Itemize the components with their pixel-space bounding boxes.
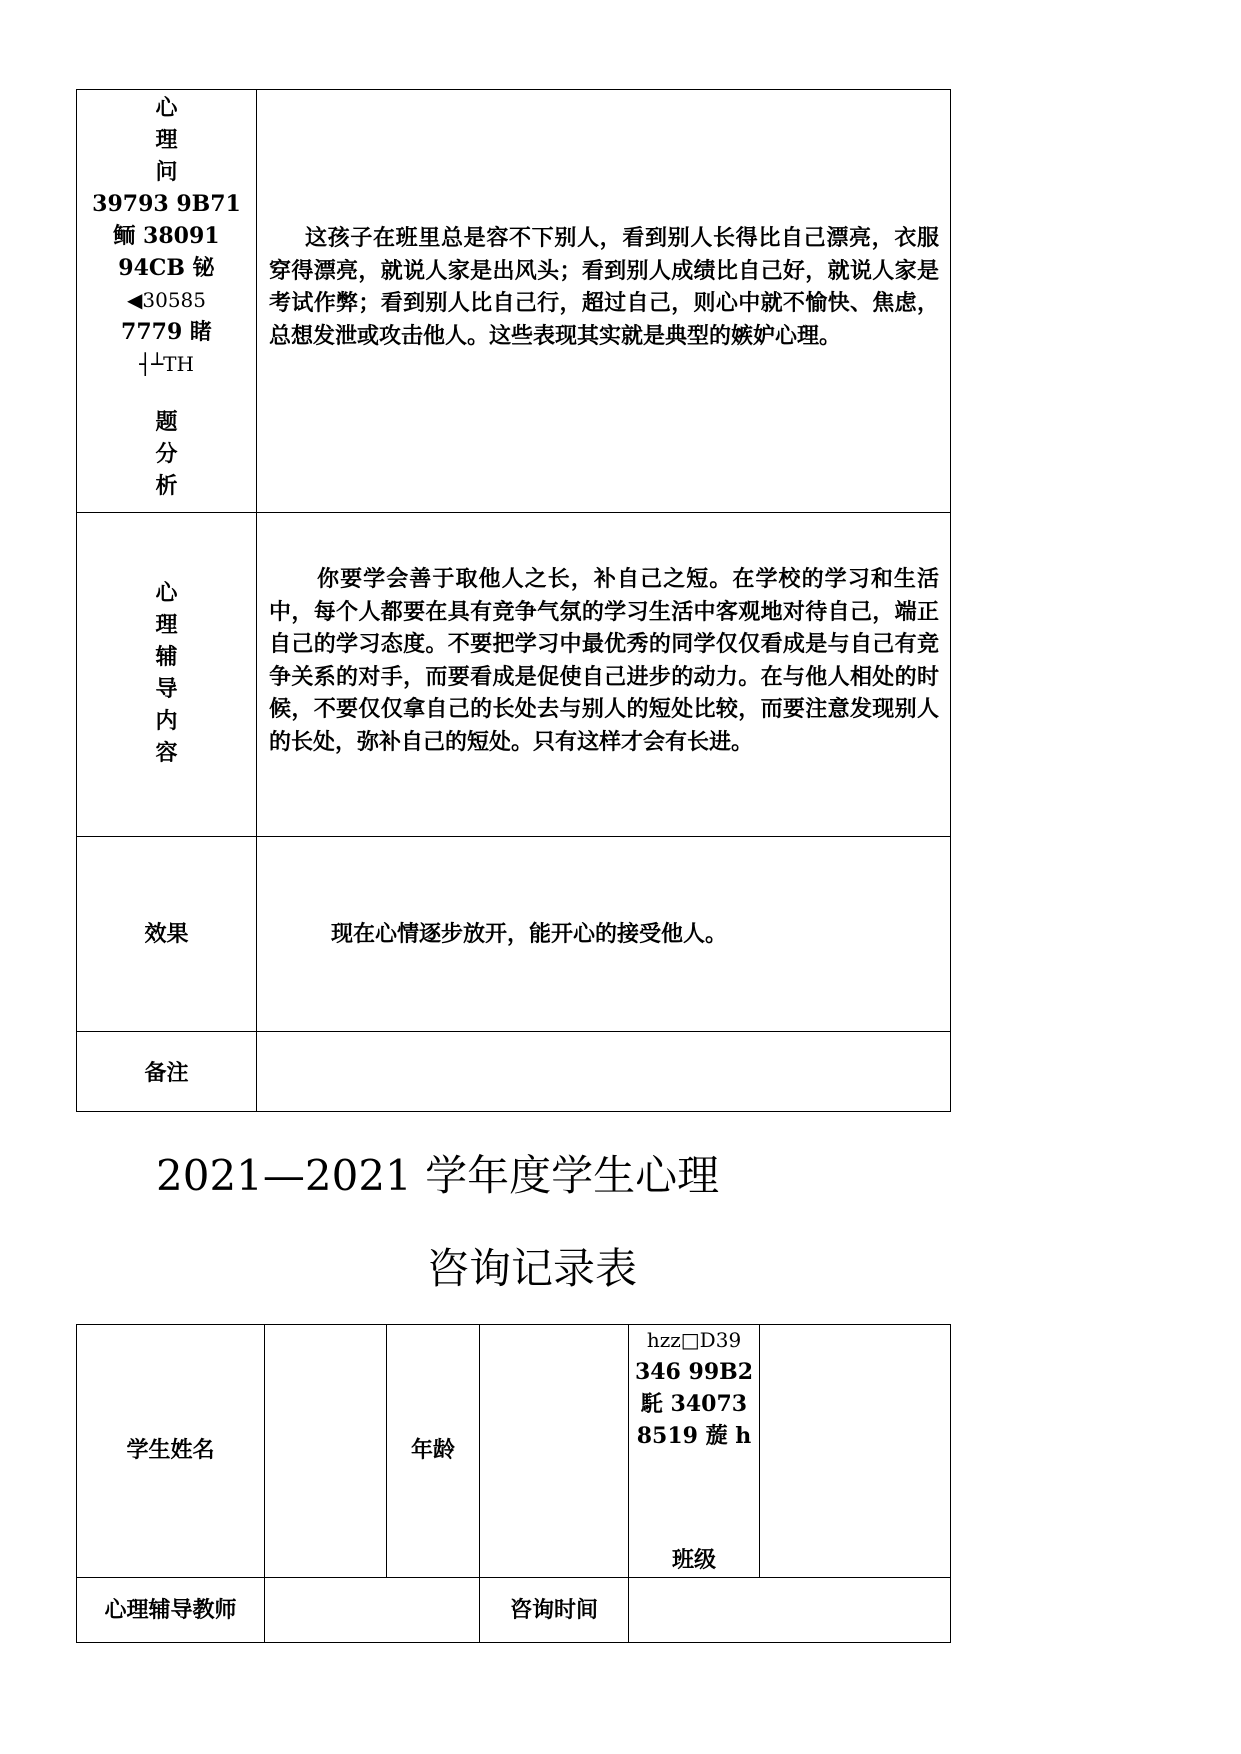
label-char: 题 bbox=[155, 409, 178, 435]
label-char: 导 bbox=[155, 676, 178, 702]
class-field[interactable] bbox=[760, 1325, 950, 1577]
garbled-text: 8519 蔙 h bbox=[636, 1423, 752, 1449]
teacher-field[interactable] bbox=[265, 1578, 479, 1642]
label-char: 析 bbox=[155, 473, 178, 499]
garbled-text: 鲕 38091 bbox=[113, 223, 220, 249]
age-label: 年龄 bbox=[410, 1437, 455, 1463]
label-char: 分 bbox=[155, 441, 178, 467]
garbled-text: 7779 睹 bbox=[121, 319, 212, 345]
label-char: 心 bbox=[155, 95, 178, 121]
student-name-field[interactable] bbox=[265, 1325, 386, 1577]
effect-label: 效果 bbox=[144, 921, 189, 947]
guidance-content-text: 你要学会善于取他人之长，补自己之短。在学校的学习和生活中，每个人都要在具有竞争气氛的学习生活中客观地对待自己，端正自己的学习态度。不要把学习中最优秀的同学仅仅看成是与自己有竞争关系的对手，而要看成是促使自己进步的动力。在与他人相处的时候，不要仅仅拿自己的长处去与别人的短处比较，而要注意发现别人的长处，弥补自己的短处。只有这样才会有长进。 bbox=[269, 566, 939, 755]
page-title-line2: 咨询记录表 bbox=[427, 1244, 638, 1293]
teacher-label: 心理辅导教师 bbox=[104, 1597, 237, 1623]
garbled-text: 馲 34073 bbox=[640, 1391, 748, 1417]
class-label-cell bbox=[629, 1324, 759, 1452]
consult-time-label: 咨询时间 bbox=[509, 1597, 598, 1623]
garbled-text: 39793 9B71 bbox=[92, 191, 241, 217]
garbled-text: ┤┴TH bbox=[139, 352, 194, 376]
label-char: 容 bbox=[155, 740, 178, 766]
garbled-text: hzz□D39 bbox=[646, 1328, 742, 1352]
class-label: 班级 bbox=[671, 1547, 716, 1573]
effect-content: 现在心情逐步放开，能开心的接受他人。 bbox=[331, 921, 728, 947]
label-char: 问 bbox=[155, 159, 178, 185]
guidance-content-label bbox=[77, 577, 256, 769]
garbled-text: 346 99B2 bbox=[634, 1359, 754, 1385]
garbled-text: 94CB 铋 bbox=[118, 255, 215, 281]
age-field[interactable] bbox=[480, 1325, 628, 1577]
label-char: 内 bbox=[155, 708, 178, 734]
student-name-label: 学生姓名 bbox=[126, 1437, 215, 1463]
problem-analysis-content: 这孩子在班里总是容不下别人，看到别人长得比自己漂亮，衣服穿得漂亮，就说人家是出风头；看到别人成绩比自己好，就说人家是考试作弊；看到别人比自己行，超过自己，则心中就不愉快、焦虑，总想发泄或攻击他人。这些表现其实就是典型的嫉妒心理。 bbox=[269, 225, 939, 349]
label-char: 心 bbox=[155, 580, 178, 606]
label-char: 理 bbox=[155, 127, 178, 153]
consult-time-field[interactable] bbox=[629, 1578, 950, 1642]
remarks-label: 备注 bbox=[144, 1060, 189, 1086]
page-title-line1: 2021—2021 学年度学生心理 bbox=[156, 1151, 720, 1200]
garbled-text: ◀30585 bbox=[126, 288, 206, 312]
label-char: 理 bbox=[155, 612, 178, 638]
problem-analysis-label bbox=[77, 92, 256, 502]
label-char: 辅 bbox=[155, 644, 178, 670]
